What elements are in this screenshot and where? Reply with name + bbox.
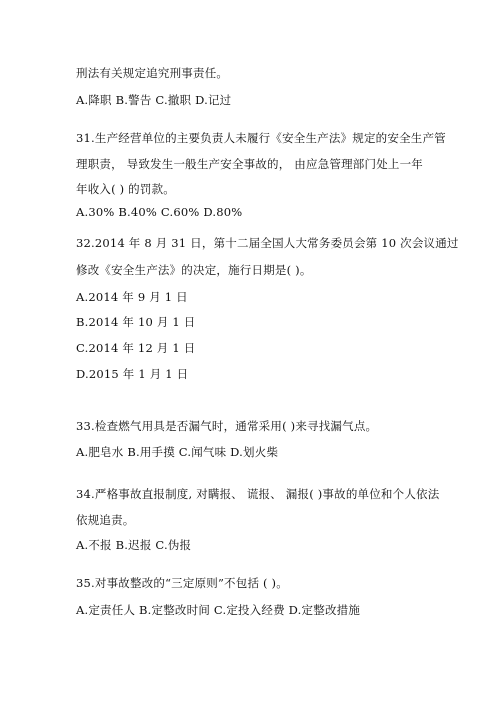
q31-options: A.30% B.40% C.60% D.80%: [76, 205, 243, 219]
q35-options: A.定责任人 B.定整改时间 C.定投入经费 D.定整改措施: [76, 603, 361, 617]
q32-option-c: C.2014 年 12 月 1 日: [76, 341, 196, 355]
q33-options: A.肥皂水 B.用手摸 C.闻气味 D.划火柴: [76, 445, 279, 459]
q34-options: A.不报 B.迟报 C.伪报: [76, 538, 192, 552]
q33-stem: 33.检查燃气用具是否漏气时，通常采用( )来寻找漏气点。: [76, 419, 378, 433]
q34-stem-line2: 依规追责。: [76, 513, 135, 527]
q32-option-b: B.2014 年 10 月 1 日: [76, 315, 196, 329]
q32-stem-line2: 修改《安全生产法》的决定，施行日期是( )。: [76, 263, 312, 277]
q30-options: A.降职 B.警告 C.撤职 D.记过: [76, 93, 232, 107]
q35-stem: 35.对事故整改的“三定原则”不包括 ( )。: [76, 576, 288, 590]
q31-stem-line3: 年收入( ) 的罚款。: [76, 182, 175, 196]
q30-stem-tail: 刑法有关规定追究刑事责任。: [76, 66, 229, 80]
q31-stem-line2: 理职责， 导致发生一般生产安全事故的， 由应急管理部门处上一年: [76, 157, 424, 171]
q31-stem-line1: 31.生产经营单位的主要负责人未履行《安全生产法》规定的安全生产管: [76, 131, 446, 145]
q32-stem-line1: 32.2014 年 8 月 31 日，第十二届全国人大常务委员会第 10 次会议通过: [76, 236, 459, 250]
q32-option-a: A.2014 年 9 月 1 日: [76, 290, 188, 304]
q34-stem-line1: 34.严格事故直报制度, 对瞒报、 谎报、 漏报( )事故的单位和个人依法: [76, 487, 440, 501]
q32-option-d: D.2015 年 1 月 1 日: [76, 367, 189, 381]
